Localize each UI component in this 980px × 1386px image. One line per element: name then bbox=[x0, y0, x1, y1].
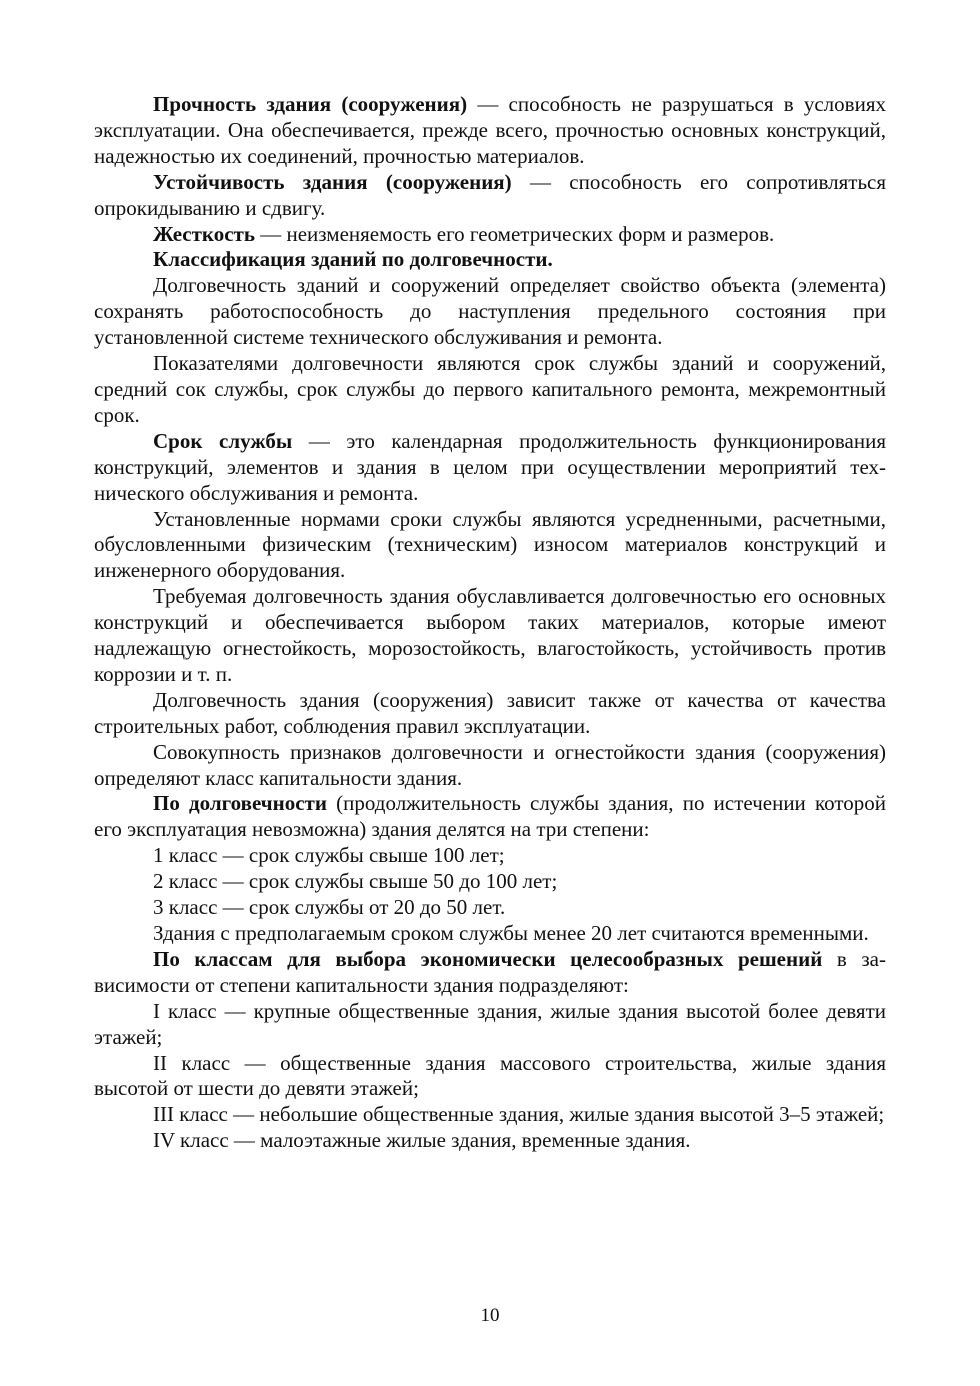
paragraph-strength bbox=[94, 92, 886, 170]
list-item-class-i bbox=[94, 999, 886, 1051]
list-item-text: II класс — общественные здания массового строительства, жилые здания высотой от шести до девяти этажей; bbox=[94, 1050, 886, 1101]
list-item-class-3 bbox=[94, 895, 886, 921]
paragraph-text: Установленные нормами сроки службы являются усредненными, расчетными, обусловленными физическим (техническим) износом материалов конструкций и инженерного оборудования. bbox=[94, 506, 886, 583]
paragraph-required-durability bbox=[94, 584, 886, 688]
paragraph-text: Совокупность признаков долговечности и огнестойкости здания (сооружения) определяют класс капитальности здания. bbox=[94, 739, 886, 790]
paragraph-standard-terms bbox=[94, 507, 886, 585]
paragraph-text: — это календарная продолжительность функционирования конструкций, элементов и здания в целом при осуществлении мероприятий технического обслуживания и ремонта. bbox=[94, 428, 886, 505]
paragraph-by-durability bbox=[94, 791, 886, 843]
paragraph-service-life bbox=[94, 429, 886, 507]
list-item-class-2 bbox=[94, 869, 886, 895]
paragraph-text: (продолжительность службы здания, по истечении которой его эксплуатация невозможна) здания делятся на три степени: bbox=[94, 791, 886, 842]
list-item-text: I класс — крупные общественные здания, жилые здания высотой более девяти этажей; bbox=[94, 998, 886, 1049]
section-heading-durability bbox=[94, 247, 886, 273]
term-by-classes: По классам для выбора экономически целесообразных решений bbox=[153, 946, 823, 971]
term-strength: Прочность здания (сооружения) bbox=[153, 92, 468, 116]
list-item-text: 2 класс — срок службы свыше 50 до 100 лет; bbox=[153, 869, 558, 894]
list-item-text: 1 класс — срок службы свыше 100 лет; bbox=[153, 843, 505, 868]
paragraph-text: Долговечность зданий и сооружений определяет свойство объекта (элемента) сохранять работоспособность до наступления предельного состояния при установленной системе технического обслуживания и ремонта. bbox=[94, 273, 886, 350]
page-number: 10 bbox=[480, 1305, 500, 1326]
list-item-text: 3 класс — срок службы от 20 до 50 лет. bbox=[153, 895, 506, 920]
section-heading: Классификация зданий по долговечности. bbox=[153, 247, 553, 272]
paragraph-quality bbox=[94, 688, 886, 740]
page-body bbox=[94, 92, 886, 1154]
paragraph-text: Требуемая долговечность здания обуславливается долговечностью его основных конструкций и обеспечивается выбором таких материалов, которые имеют надлежащую огнестойкость, морозостойкость, влагостойкость, устойчивость против коррозии и т. п. bbox=[94, 584, 886, 686]
paragraph-capital-class bbox=[94, 740, 886, 792]
list-item-class-iii bbox=[94, 1102, 886, 1128]
paragraph-text: — способность не разрушаться в условиях эксплуатации. Она обеспечивается, прежде всего, прочностью основных конструкций, надежностью их соединений, прочностью материалов. bbox=[94, 92, 886, 168]
paragraph-text: — способность его сопротивляться опрокидыванию и сдвигу. bbox=[94, 169, 887, 220]
paragraph-durability-definition bbox=[94, 273, 886, 351]
list-item-text: III класс — небольшие общественные здания, жилые здания высотой 3–5 этажей; bbox=[153, 1102, 885, 1127]
list-item-class-1 bbox=[94, 843, 886, 869]
paragraph-text: — неизменяемость его геометрических форм и размеров. bbox=[254, 221, 775, 246]
paragraph-durability-indicators bbox=[94, 351, 886, 429]
paragraph-text: Показателями долговечности являются срок службы зданий и сооружений, средний сок службы, срок службы до первого капитального ремонта, межремонтный срок. bbox=[94, 351, 886, 427]
paragraph-stability bbox=[94, 170, 886, 222]
term-by-durability: По долговечности bbox=[153, 791, 327, 816]
paragraph-by-classes bbox=[94, 947, 886, 999]
term-rigidity: Жесткость bbox=[153, 221, 255, 246]
term-service-life: Срок службы bbox=[153, 428, 293, 453]
paragraph-text: Здания с предполагаемым сроком службы менее 20 лет считаются временными. bbox=[153, 921, 869, 945]
list-item-class-iv bbox=[94, 1128, 886, 1154]
paragraph-text: Долговечность здания (сооружения) зависит также от качества от качества строительных работ, соблюдения правил эксплуатации. bbox=[94, 687, 886, 738]
list-item-class-ii bbox=[94, 1051, 886, 1103]
term-stability: Устойчивость здания (сооружения) bbox=[153, 169, 512, 194]
paragraph-rigidity bbox=[94, 222, 886, 248]
paragraph-temporary bbox=[94, 921, 886, 947]
list-item-text: IV класс — малоэтажные жилые здания, временные здания. bbox=[153, 1128, 691, 1153]
paragraph-text: в зависимости от степени капитальности здания подразделяют: bbox=[94, 946, 886, 997]
